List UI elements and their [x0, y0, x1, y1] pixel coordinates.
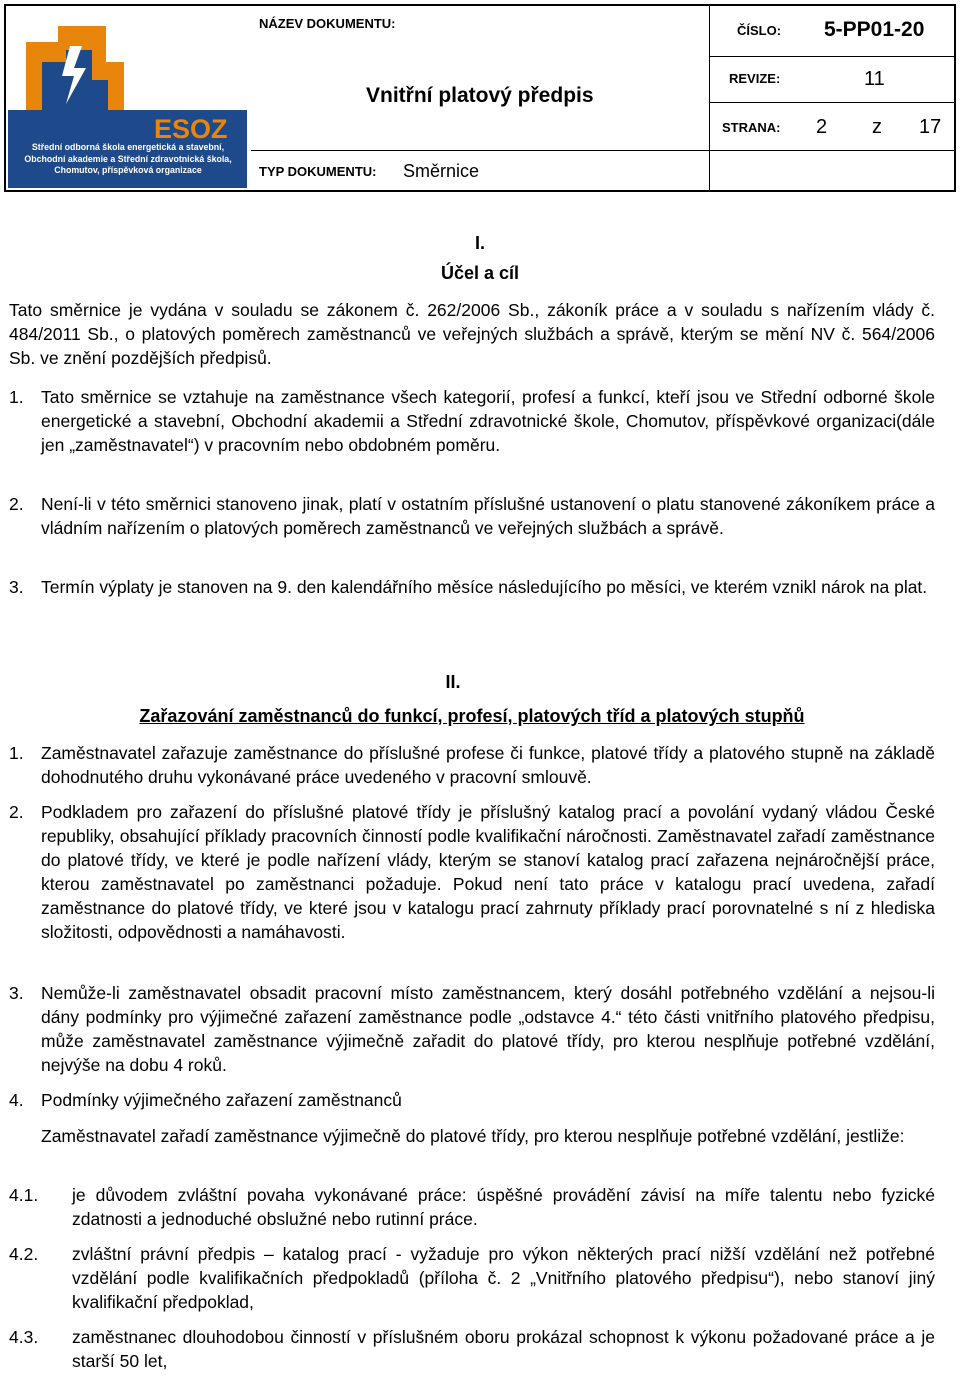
section-2-roman: II.	[445, 672, 461, 692]
s2-item-3-text: Nemůže-li zaměstnavatel obsadit pracovní místo zaměstnancem, který dosáhl potřebného vzdělání a nejsou-li dány podmínky pro výjimečné zařazení zaměstnance podle „odstavce 4.“ této části vnitřního platového předpisu, může zaměstnavatel zaměstnance výjimečně zařadit do platové třídy, pro kterou nesplňuje potřebné vzdělání, nejvýše na dobu 4 roků.	[41, 983, 935, 1076]
s2-item-2-num: 2.	[9, 802, 24, 822]
s2-subitem-4-1-text: je důvodem zvláštní povaha vykonávané práce: úspěšné provádění závisí na míře talentu nebo fyzické zdatnosti a jednoduché obslužné nebo rutinní práce.	[72, 1185, 935, 1230]
section-1-intro: Tato směrnice je vydána v souladu se zákonem č. 262/2006 Sb., zákoník práce a v souladu s nařízením vlády č. 484/2011 Sb., o platových poměrech zaměstnanců ve veřejných službách a správě, kterým se mění NV č. 564/2006 Sb. ve znění pozdějších předpisů.	[9, 300, 935, 369]
doc-type-label: TYP DOKUMENTU:	[259, 164, 377, 179]
logo-subtitle: Střední odborná škola energetická a stavební, Obchodní akademie a Střední zdravotnická škola, Chomutov, příspěvková organizace	[24, 142, 232, 175]
s2-item-1-text: Zaměstnavatel zařazuje zaměstnance do příslušné profese či funkce, platové třídy a platového stupně na základě dohodnutého druhu vykonávané práce uvedeného v pracovní smlouvě.	[41, 743, 935, 788]
s2-item-4-num: 4.	[9, 1090, 24, 1110]
s2-subitem-4-2-text: zvláštní právní předpis – katalog prací - vyžaduje pro výkon některých prací nižší vzdělání než potřebné vzdělání podle kvalifikačních předpokladů (příloha č. 2 „Vnitřního platového předpisu“), nebo stanoví jiný kvalifikační předpoklad,	[72, 1244, 935, 1313]
revision-number: 11	[864, 68, 885, 90]
doc-type: Směrnice	[403, 161, 480, 181]
s1-item-3-num: 3.	[9, 577, 24, 597]
page-label: STRANA:	[722, 120, 781, 135]
s2-subitem-4-2-num: 4.2.	[9, 1244, 39, 1264]
s1-item-3-text: Termín výplaty je stanoven na 9. den kalendářního měsíce následujícího po měsíci, ve kterém vznikl nárok na plat.	[41, 577, 928, 597]
s2-subitem-4-1-num: 4.1.	[9, 1185, 39, 1205]
s2-subitem-4-3-text: zaměstnanec dlouhodobou činností v příslušném oboru prokázal schopnost k výkonu požadované práce a je starší 50 let,	[72, 1327, 935, 1372]
s2-item-3-num: 3.	[9, 983, 24, 1003]
s2-subitem-4-3-num: 4.3.	[9, 1327, 39, 1347]
section-2-title: Zařazování zaměstnanců do funkcí, profesí, platových tříd a platových stupňů	[139, 706, 805, 726]
s1-item-2-num: 2.	[9, 494, 24, 514]
logo-name: ESOZ	[154, 114, 228, 144]
doc-number: 5-PP01-20	[824, 18, 925, 41]
section-1-title: Účel a cíl	[440, 263, 520, 283]
revision-label: REVIZE:	[729, 71, 781, 86]
page-total: 17	[919, 116, 942, 138]
doc-name-label: NÁZEV DOKUMENTU:	[259, 16, 396, 31]
document-header	[4, 4, 956, 192]
doc-name: Vnitřní platový předpis	[366, 84, 594, 107]
number-label: ČÍSLO:	[737, 23, 782, 38]
s2-item-4-intro: Zaměstnavatel zařadí zaměstnance výjimečně do platové třídy, pro kterou nesplňuje potřebné vzdělání, jestliže:	[41, 1126, 905, 1146]
s2-item-4-text: Podmínky výjimečného zařazení zaměstnanců	[41, 1090, 402, 1110]
school-logo	[6, 6, 251, 190]
section-1-roman: I.	[474, 233, 485, 253]
s1-item-1-text: Tato směrnice se vztahuje na zaměstnance všech kategorií, profesí a funkcí, kteří jsou ve Střední odborné škole energetické a stavební, Obchodní akademii a Střední zdravotnické škole, Chomutov, příspěvkové organizaci(dále jen „zaměstnavatel“) v pracovním nebo obdobném poměru.	[41, 387, 935, 456]
s2-item-2-text: Podkladem pro zařazení do příslušné platové třídy je příslušný katalog prací a povolání vydaný vládou České republiky, obsahující příklady pracovních činností podle kvalifikační náročnosti. Zaměstnavatel zařadí zaměstnance do platové třídy, ve které je podle nařízení vlády, kterým se stanoví katalog prací zařazena nejnáročnější práce, kterou zaměstnavatel po zaměstnanci požaduje. Pokud není tato práce v katalogu prací uvedena, zařadí zaměstnance do platové třídy, ve které jsou v katalogu prací zahrnuty příklady prací porovnatelné s ní z hlediska složitosti, odpovědnosti a namáhavosti.	[41, 802, 935, 943]
page-of: z	[872, 116, 882, 138]
s2-item-1-num: 1.	[9, 743, 24, 763]
s1-item-2-text: Není-li v této směrnici stanoveno jinak, platí v ostatním příslušné ustanovení o platu stanovené zákoníkem práce a vládním nařízením o platových poměrech zaměstnanců ve veřejných službách a správě.	[41, 494, 935, 539]
page-current: 2	[816, 116, 828, 138]
s1-item-1-num: 1.	[9, 387, 24, 407]
